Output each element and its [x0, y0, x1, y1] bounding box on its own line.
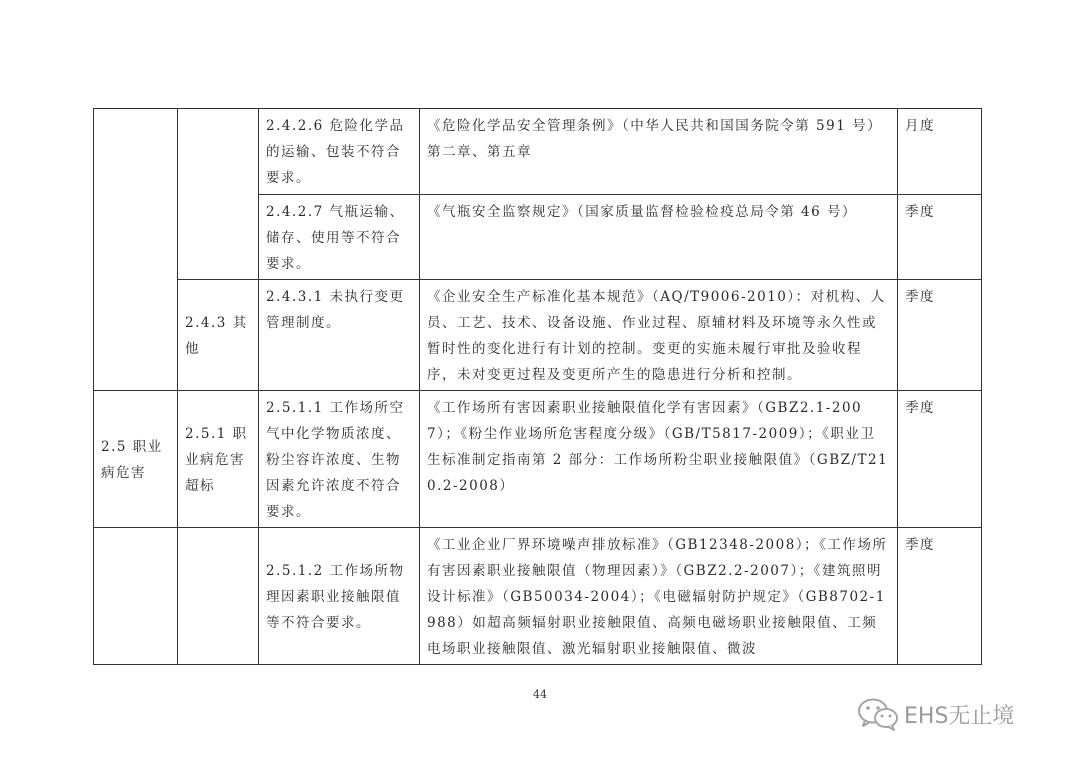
basis-cell [420, 109, 898, 195]
basis-cell [420, 280, 898, 391]
category-cell [94, 109, 178, 391]
frequency-text: 季度 [905, 537, 935, 553]
table-row [94, 391, 982, 528]
basis-cell [420, 528, 898, 665]
frequency-cell [898, 280, 982, 391]
hazard-table [93, 108, 982, 665]
basis-text: 《企业安全生产标准化基本规范》（AQ/T9006-2010）：对机构、人员、工艺、技术、设备设施、作业过程、原辅材料及环境等永久性或暂时性的变化进行有计划的控制。变更的实施未履行审批及验收程序，未对变更过程及变更所产生的隐患进行分析和控制。 [427, 289, 886, 383]
basis-text: 《气瓶安全监察规定》（国家质量监督检验检疫总局令第 46 号） [427, 204, 858, 220]
item-cell [259, 391, 420, 528]
frequency-text: 月度 [905, 118, 935, 134]
table-row [94, 109, 982, 195]
item-text: 2.5.1.2 工作场所物理因素职业接触限值等不符合要求。 [266, 563, 405, 631]
item-cell [259, 280, 420, 391]
category-cell [94, 528, 178, 665]
category-text: 2.5 职业病危害 [101, 439, 163, 481]
item-cell [259, 528, 420, 665]
frequency-text: 季度 [905, 400, 935, 416]
basis-text: 《工作场所有害因素职业接触限值化学有害因素》（GBZ2.1-2007）；《粉尘作业场所危害程度分级》（GB/T5817-2009）；《职业卫生标准制定指南第 2 部分：工作场所粉尘职业接触限值》（GBZ/T210.2-2008） [427, 400, 889, 494]
sub-category-text: 2.4.3 其他 [185, 315, 248, 357]
sub-category-cell [178, 528, 259, 665]
sub-category-cell [178, 109, 259, 280]
basis-text: 《工业企业厂界环境噪声排放标准》（GB12348-2008）；《工作场所有害因素职业接触限值（物理因素）》（GBZ2.2-2007）；《建筑照明设计标准》（GB50034-2004）；《电磁辐射防护规定》（GB8702-1988）如超高频辐射职业接触限值、高频电磁场职业接触限值、工频电场职业接触限值、激光辐射职业接触限值、微波 [427, 537, 888, 657]
table-row [94, 528, 982, 665]
sub-category-cell [178, 280, 259, 391]
frequency-text: 季度 [905, 204, 935, 220]
item-text: 2.5.1.1 工作场所空气中化学物质浓度、粉尘容许浓度、生物因素允许浓度不符合要求。 [266, 400, 405, 520]
sub-category-cell [178, 391, 259, 528]
item-text: 2.4.2.6 危险化学品的运输、包装不符合要求。 [266, 118, 405, 186]
watermark-text: EHS无止境 [904, 703, 1015, 729]
category-cell [94, 391, 178, 528]
sub-category-text: 2.5.1 职业病危害超标 [185, 426, 248, 494]
item-text: 2.4.2.7 气瓶运输、储存、使用等不符合要求。 [266, 204, 405, 272]
basis-cell [420, 195, 898, 280]
frequency-cell [898, 528, 982, 665]
item-cell [259, 195, 420, 280]
frequency-cell [898, 195, 982, 280]
frequency-text: 季度 [905, 289, 935, 305]
basis-text: 《危险化学品安全管理条例》（中华人民共和国国务院令第 591 号）第二章、第五章 [427, 118, 883, 160]
frequency-cell [898, 109, 982, 195]
item-text: 2.4.3.1 未执行变更管理制度。 [266, 289, 405, 331]
table-row [94, 280, 982, 391]
frequency-cell [898, 391, 982, 528]
page-number: 44 [533, 688, 547, 701]
wechat-icon [856, 696, 900, 732]
basis-cell [420, 391, 898, 528]
item-cell [259, 109, 420, 195]
watermark [856, 696, 1014, 732]
